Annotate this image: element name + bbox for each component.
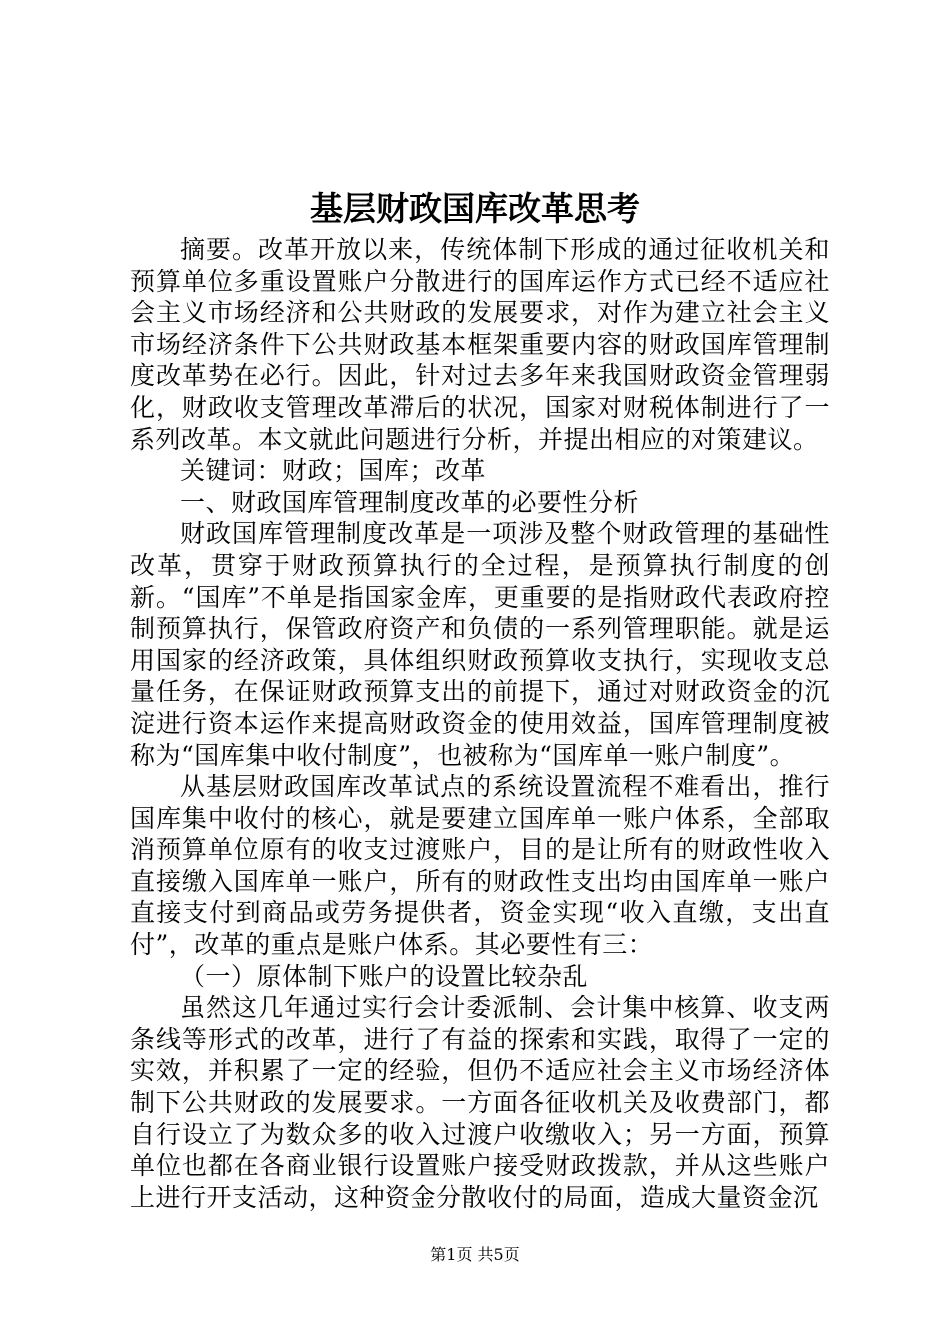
abstract-paragraph: 摘要。改革开放以来，传统体制下形成的通过征收机关和预算单位多重设置账户分散进行的国库运作方式已经不适应社会主义市场经济和公共财政的发展要求，对作为建立社会主义市场经济条件下公共财政基本框架重要内容的财政国库管理制度改革势在必行。因此，针对过去多年来我国财政资金管理弱化，财政收支管理改革滞后的状况，国家对财税体制进行了一系列改革。本文就此问题进行分析，并提出相应的对策建议。	[130, 235, 830, 454]
body-paragraph: 虽然这几年通过实行会计委派制、会计集中核算、收支两条线等形式的改革，进行了有益的探索和实践，取得了一定的实效，并积累了一定的经验，但仍不适应社会主义市场经济体制下公共财政的发展要求。一方面各征收机关及收费部门，都自行设立了为数众多的收入过渡户收缴收入；另一方面，预算单位也都在各商业银行设置账户接受财政拨款，并从这些账户上进行开支活动，这种资金分散收付的局面，造成大量资金沉	[130, 993, 830, 1212]
document-body	[130, 234, 830, 1213]
keywords-line: 关键词：财政；国库；改革	[180, 456, 487, 486]
section-heading: 一、财政国库管理制度改革的必要性分析	[180, 487, 640, 517]
body-paragraph: 财政国库管理制度改革是一项涉及整个财政管理的基础性改革，贯穿于财政预算执行的全过程，是预算执行制度的创新。“国库”不单是指国家金库，更重要的是指财政代表政府控制预算执行，保管政府资产和负债的一系列管理职能。就是运用国家的经济政策，具体组织财政预算收支执行，实现收支总量任务，在保证财政预算支出的前提下，通过对财政资金的沉淀进行资本运作来提高财政资金的使用效益，国库管理制度被称为“国库集中收付制度”，也被称为“国库单一账户制度”。	[130, 519, 830, 770]
body-paragraph: 从基层财政国库改革试点的系统设置流程不难看出，推行国库集中收付的核心，就是要建立国库单一账户体系，全部取消预算单位原有的收支过渡账户，目的是让所有的财政性收入直接缴入国库单一账户，所有的财政性支出均由国库单一账户直接支付到商品或劳务提供者，资金实现“收入直缴，支出直付”，改革的重点是账户体系。其必要性有三：	[130, 772, 830, 960]
page-footer: 第1页 共5页	[430, 1245, 520, 1264]
document-title: 基层财政国库改革思考	[310, 189, 640, 228]
subsection-heading: （一）原体制下账户的设置比较杂乱	[180, 961, 589, 991]
